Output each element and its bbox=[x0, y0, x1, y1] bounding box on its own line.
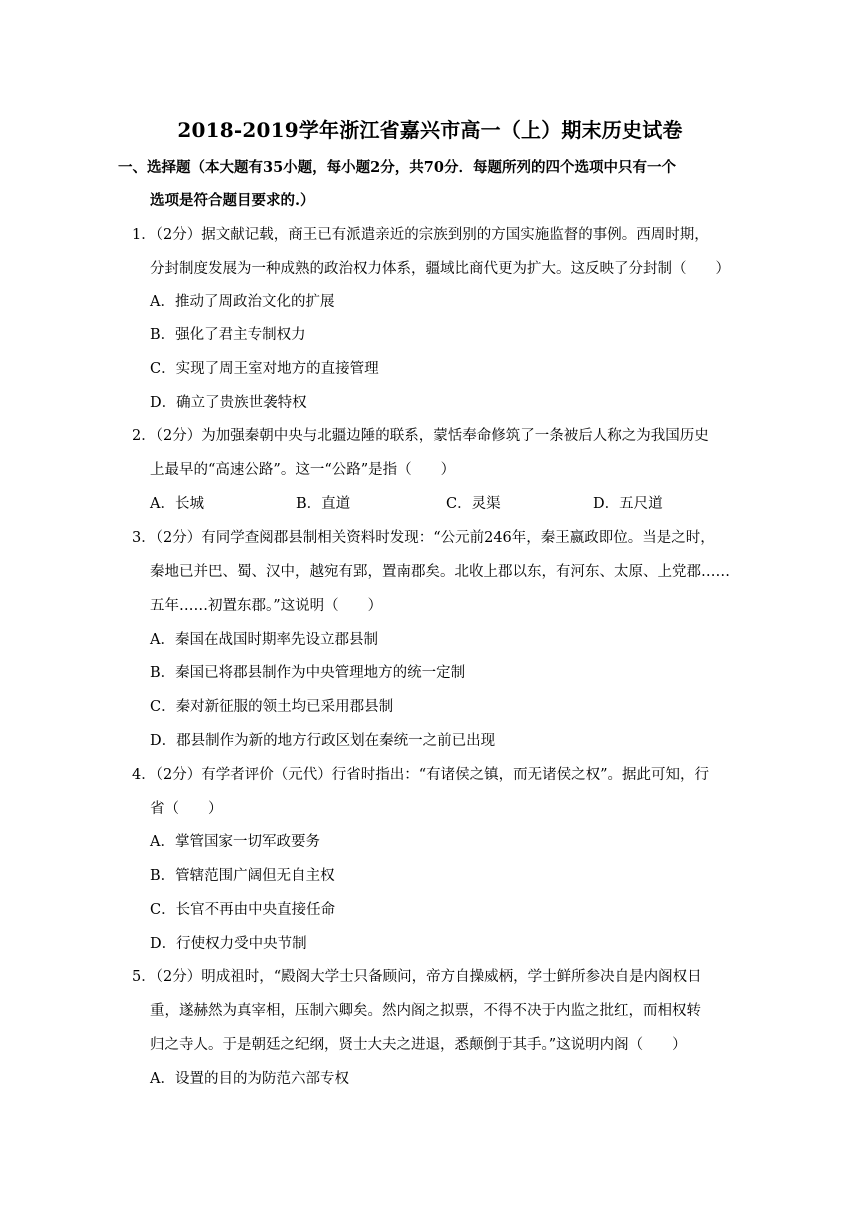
question-1-stem-line-1: 1．（2分）据文献记载，商王已有派遣亲近的宗族到别的方国实施监督的事例。西周时期， bbox=[132, 227, 709, 243]
question-2-option-a: A．长城 bbox=[150, 496, 204, 512]
question-1-option-a: A．推动了周政治文化的扩展 bbox=[150, 294, 335, 310]
question-2-stem-line-1: 2．（2分）为加强秦朝中央与北疆边陲的联系，蒙恬奉命修筑了一条被后人称之为我国历史 bbox=[132, 428, 709, 444]
question-4-stem-line-2: 省（ ） bbox=[150, 801, 223, 817]
question-1-option-d: D．确立了贵族世袭特权 bbox=[150, 395, 307, 411]
section-heading-line-1: 一、选择题（本大题有35小题，每小题2分，共70分．每题所列的四个选项中只有一个 bbox=[118, 159, 676, 176]
page-title: 2018-2019学年浙江省嘉兴市高一（上）期末历史试卷 bbox=[177, 118, 683, 142]
question-5-stem-line-1: 5．（2分）明成祖时，“殿阁大学士只备顾问，帝方自操威柄，学士鲜所参决自是内阁权日 bbox=[132, 969, 702, 985]
question-2-option-d: D．五尺道 bbox=[593, 496, 663, 512]
question-4-option-d: D．行使权力受中央节制 bbox=[150, 936, 307, 952]
section-heading-line-2: 选项是符合题目要求的.） bbox=[150, 192, 315, 209]
question-4-option-a: A．掌管国家一切军政要务 bbox=[150, 834, 320, 850]
question-3-option-b: B．秦国已将郡县制作为中央管理地方的统一定制 bbox=[150, 665, 466, 681]
question-4-option-b: B．管辖范围广阔但无自主权 bbox=[150, 868, 335, 884]
question-3-stem-line-1: 3．（2分）有同学查阅郡县制相关资料时发现：“公元前246年，秦王嬴政即位。当是之时， bbox=[132, 530, 715, 546]
question-3-option-d: D．郡县制作为新的地方行政区划在秦统一之前已出现 bbox=[150, 733, 496, 749]
question-3-stem-line-2: 秦地已并巴、蜀、汉中，越宛有郢，置南郡矣。北收上郡以东，有河东、太原、上党郡…… bbox=[150, 564, 730, 580]
question-2-option-c: C．灵渠 bbox=[446, 496, 501, 512]
question-1-stem-line-2: 分封制度发展为一种成熟的政治权力体系，疆域比商代更为扩大。这反映了分封制（ ） bbox=[150, 261, 730, 277]
question-5-stem-line-2: 重，遂赫然为真宰相，压制六卿矣。然内阁之拟票，不得不决于内监之批红，而相权转 bbox=[150, 1003, 701, 1019]
question-3-option-c: C．秦对新征服的领土均已采用郡县制 bbox=[150, 699, 394, 715]
question-5-stem-line-3: 归之寺人。于是朝廷之纪纲，贤士大夫之进退，悉颠倒于其手。”这说明内阁（ ） bbox=[150, 1037, 687, 1053]
question-3-stem-line-3: 五年……初置东郡。”这说明（ ） bbox=[150, 598, 383, 614]
question-4-option-c: C．长官不再由中央直接任命 bbox=[150, 902, 336, 918]
question-2-stem-line-2: 上最早的“高速公路”。这一“公路”是指（ ） bbox=[150, 462, 456, 478]
question-5-option-a: A．设置的目的为防范六部专权 bbox=[150, 1071, 349, 1087]
question-2-option-b: B．直道 bbox=[296, 496, 351, 512]
question-3-option-a: A．秦国在战国时期率先设立郡县制 bbox=[150, 632, 378, 648]
question-1-option-c: C．实现了周王室对地方的直接管理 bbox=[150, 361, 379, 377]
question-1-option-b: B．强化了君主专制权力 bbox=[150, 327, 306, 343]
question-4-stem-line-1: 4．（2分）有学者评价（元代）行省时指出：“有诸侯之镇，而无诸侯之权”。据此可知，行 bbox=[132, 767, 710, 783]
